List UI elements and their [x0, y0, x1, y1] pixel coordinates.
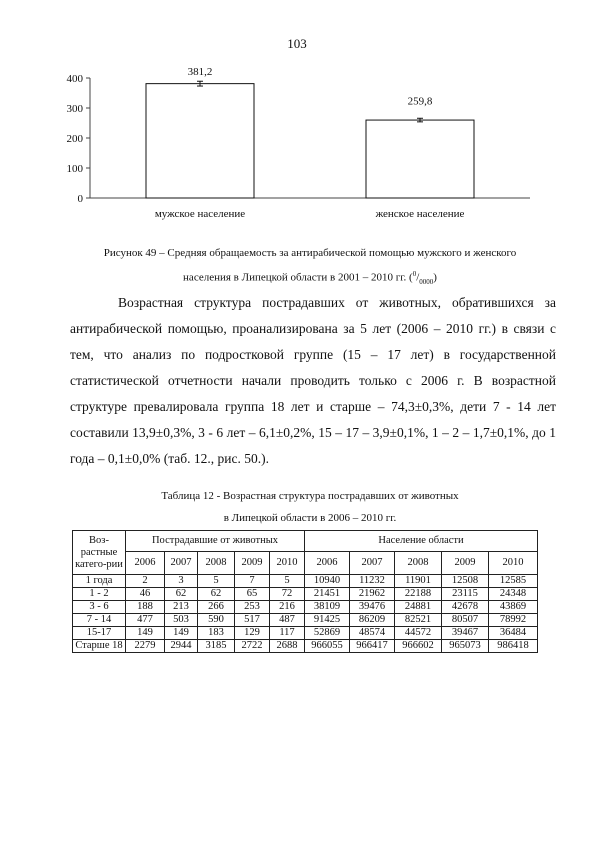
- year-header-population-2007: 2007: [350, 552, 395, 575]
- year-header-victims-2010: 2010: [270, 552, 305, 575]
- year-header-victims-2007: 2007: [165, 552, 198, 575]
- population-cell: 38109: [305, 601, 350, 614]
- victims-cell: 149: [126, 627, 165, 640]
- year-header-population-2010: 2010: [489, 552, 538, 575]
- victims-cell: 5: [270, 575, 305, 588]
- bar-chart: [60, 58, 540, 228]
- victims-cell: 216: [270, 601, 305, 614]
- age-structure-table: [72, 530, 538, 653]
- population-cell: 966417: [350, 640, 395, 653]
- year-header-population-2008: 2008: [395, 552, 442, 575]
- population-cell: 48574: [350, 627, 395, 640]
- year-header-population-2006: 2006: [305, 552, 350, 575]
- population-cell: 966602: [395, 640, 442, 653]
- year-header-victims-2006: 2006: [126, 552, 165, 575]
- y-tick-label: 200: [66, 133, 83, 145]
- population-cell: 42678: [442, 601, 489, 614]
- bar: [366, 120, 474, 198]
- category-cell: 1 - 2: [73, 588, 126, 601]
- victims-cell: 213: [165, 601, 198, 614]
- population-cell: 44572: [395, 627, 442, 640]
- category-cell: 7 - 14: [73, 614, 126, 627]
- victims-cell: 3185: [198, 640, 235, 653]
- caption-line-1: Рисунок 49 – Средняя обращаемость за антирабической помощью мужского и женского: [103, 247, 517, 259]
- caption-close: ): [433, 271, 437, 284]
- victims-cell: 62: [165, 588, 198, 601]
- caption-sub: 0000: [419, 277, 434, 286]
- victims-cell: 266: [198, 601, 235, 614]
- category-cell: 3 - 6: [73, 601, 126, 614]
- population-cell: 21962: [350, 588, 395, 601]
- population-cell: 11901: [395, 575, 442, 588]
- body-paragraph: Возрастная структура пострадавших от животных, обратившихся за антирабической помощью, проанализирована за 5 лет (2006 – 2010 гг.) в связи с тем, что анализ по подростковой группе (15 – 17 лет) в государственной статистической отчетности начали проводить только с 2006 г. В возрастной структуре превалировала группа 18 лет и старше – 74,3±0,3%, дети 7 - 14 лет составили 13,9±0,3%, 3 - 6 лет – 6,1±0,2%, 15 – 17 – 3,9±0,1%, 1 – 2 – 1,7±0,1%, до 1 года – 0,1±0,0% (таб. 12., рис. 50.).: [70, 295, 556, 466]
- category-cell: 1 года: [73, 575, 126, 588]
- table-row: [73, 640, 538, 653]
- victims-cell: 517: [235, 614, 270, 627]
- population-cell: 966055: [305, 640, 350, 653]
- population-cell: 52869: [305, 627, 350, 640]
- victims-cell: 253: [235, 601, 270, 614]
- population-cell: 24881: [395, 601, 442, 614]
- victims-cell: 117: [270, 627, 305, 640]
- table-row: [73, 614, 538, 627]
- caption-line-2: [100, 264, 520, 293]
- page-number: 103: [287, 36, 307, 51]
- population-cell: 91425: [305, 614, 350, 627]
- category-label: женское население: [375, 208, 465, 220]
- figure-caption: [100, 243, 520, 293]
- y-tick-label: 300: [66, 103, 83, 115]
- victims-cell: 590: [198, 614, 235, 627]
- data-label: 381,2: [187, 66, 213, 79]
- corner-header: Воз-растные катего-рии: [73, 531, 126, 575]
- victims-cell: 46: [126, 588, 165, 601]
- caption-slash: /: [416, 271, 420, 284]
- year-header-victims-2008: 2008: [198, 552, 235, 575]
- y-tick-label: 100: [66, 163, 83, 175]
- victims-cell: 149: [165, 627, 198, 640]
- population-cell: 86209: [350, 614, 395, 627]
- population-cell: 986418: [489, 640, 538, 653]
- data-label: 259,8: [407, 95, 433, 108]
- year-header-victims-2009: 2009: [235, 552, 270, 575]
- victims-cell: 129: [235, 627, 270, 640]
- victims-cell: 2944: [165, 640, 198, 653]
- victims-cell: 2722: [235, 640, 270, 653]
- caption-line-2-text: населения в Липецкой области в 2001 – 2010 гг. (: [183, 271, 413, 284]
- victims-cell: 7: [235, 575, 270, 588]
- victims-cell: 3: [165, 575, 198, 588]
- y-tick-label: 400: [66, 73, 83, 85]
- population-cell: 21451: [305, 588, 350, 601]
- bar: [146, 84, 254, 198]
- caption-sup: 0: [412, 270, 417, 278]
- y-tick-label: 0: [77, 193, 83, 205]
- victims-cell: 188: [126, 601, 165, 614]
- victims-cell: 487: [270, 614, 305, 627]
- population-cell: 10940: [305, 575, 350, 588]
- population-cell: 36484: [489, 627, 538, 640]
- population-cell: 22188: [395, 588, 442, 601]
- year-header-population-2009: 2009: [442, 552, 489, 575]
- victims-cell: 2: [126, 575, 165, 588]
- victims-cell: 2279: [126, 640, 165, 653]
- category-cell: 15-17: [73, 627, 126, 640]
- victims-cell: 72: [270, 588, 305, 601]
- population-cell: 24348: [489, 588, 538, 601]
- population-cell: 80507: [442, 614, 489, 627]
- population-cell: 39476: [350, 601, 395, 614]
- victims-cell: 503: [165, 614, 198, 627]
- victims-cell: 62: [198, 588, 235, 601]
- table-title-line-1: Таблица 12 - Возрастная структура пострадавших от животных: [161, 490, 459, 502]
- population-cell: 78992: [489, 614, 538, 627]
- population-cell: 965073: [442, 640, 489, 653]
- table-body: [73, 575, 538, 653]
- population-cell: 12585: [489, 575, 538, 588]
- table-title-line-2: в Липецкой области в 2006 – 2010 гг.: [223, 512, 397, 524]
- population-cell: 23115: [442, 588, 489, 601]
- victims-cell: 2688: [270, 640, 305, 653]
- category-label: мужское население: [154, 208, 246, 220]
- victims-cell: 183: [198, 627, 235, 640]
- population-cell: 39467: [442, 627, 489, 640]
- header-victims: Пострадавшие от животных: [126, 531, 305, 552]
- population-cell: 12508: [442, 575, 489, 588]
- table-row: [73, 588, 538, 601]
- table-row: [73, 601, 538, 614]
- population-cell: 11232: [350, 575, 395, 588]
- table-row: [73, 575, 538, 588]
- population-cell: 82521: [395, 614, 442, 627]
- year-header-row: [73, 552, 538, 575]
- header-population: Население области: [305, 531, 538, 552]
- victims-cell: 5: [198, 575, 235, 588]
- population-cell: 43869: [489, 601, 538, 614]
- table-title: [80, 485, 540, 529]
- category-cell: Старше 18: [73, 640, 126, 653]
- victims-cell: 477: [126, 614, 165, 627]
- table-row: [73, 627, 538, 640]
- victims-cell: 65: [235, 588, 270, 601]
